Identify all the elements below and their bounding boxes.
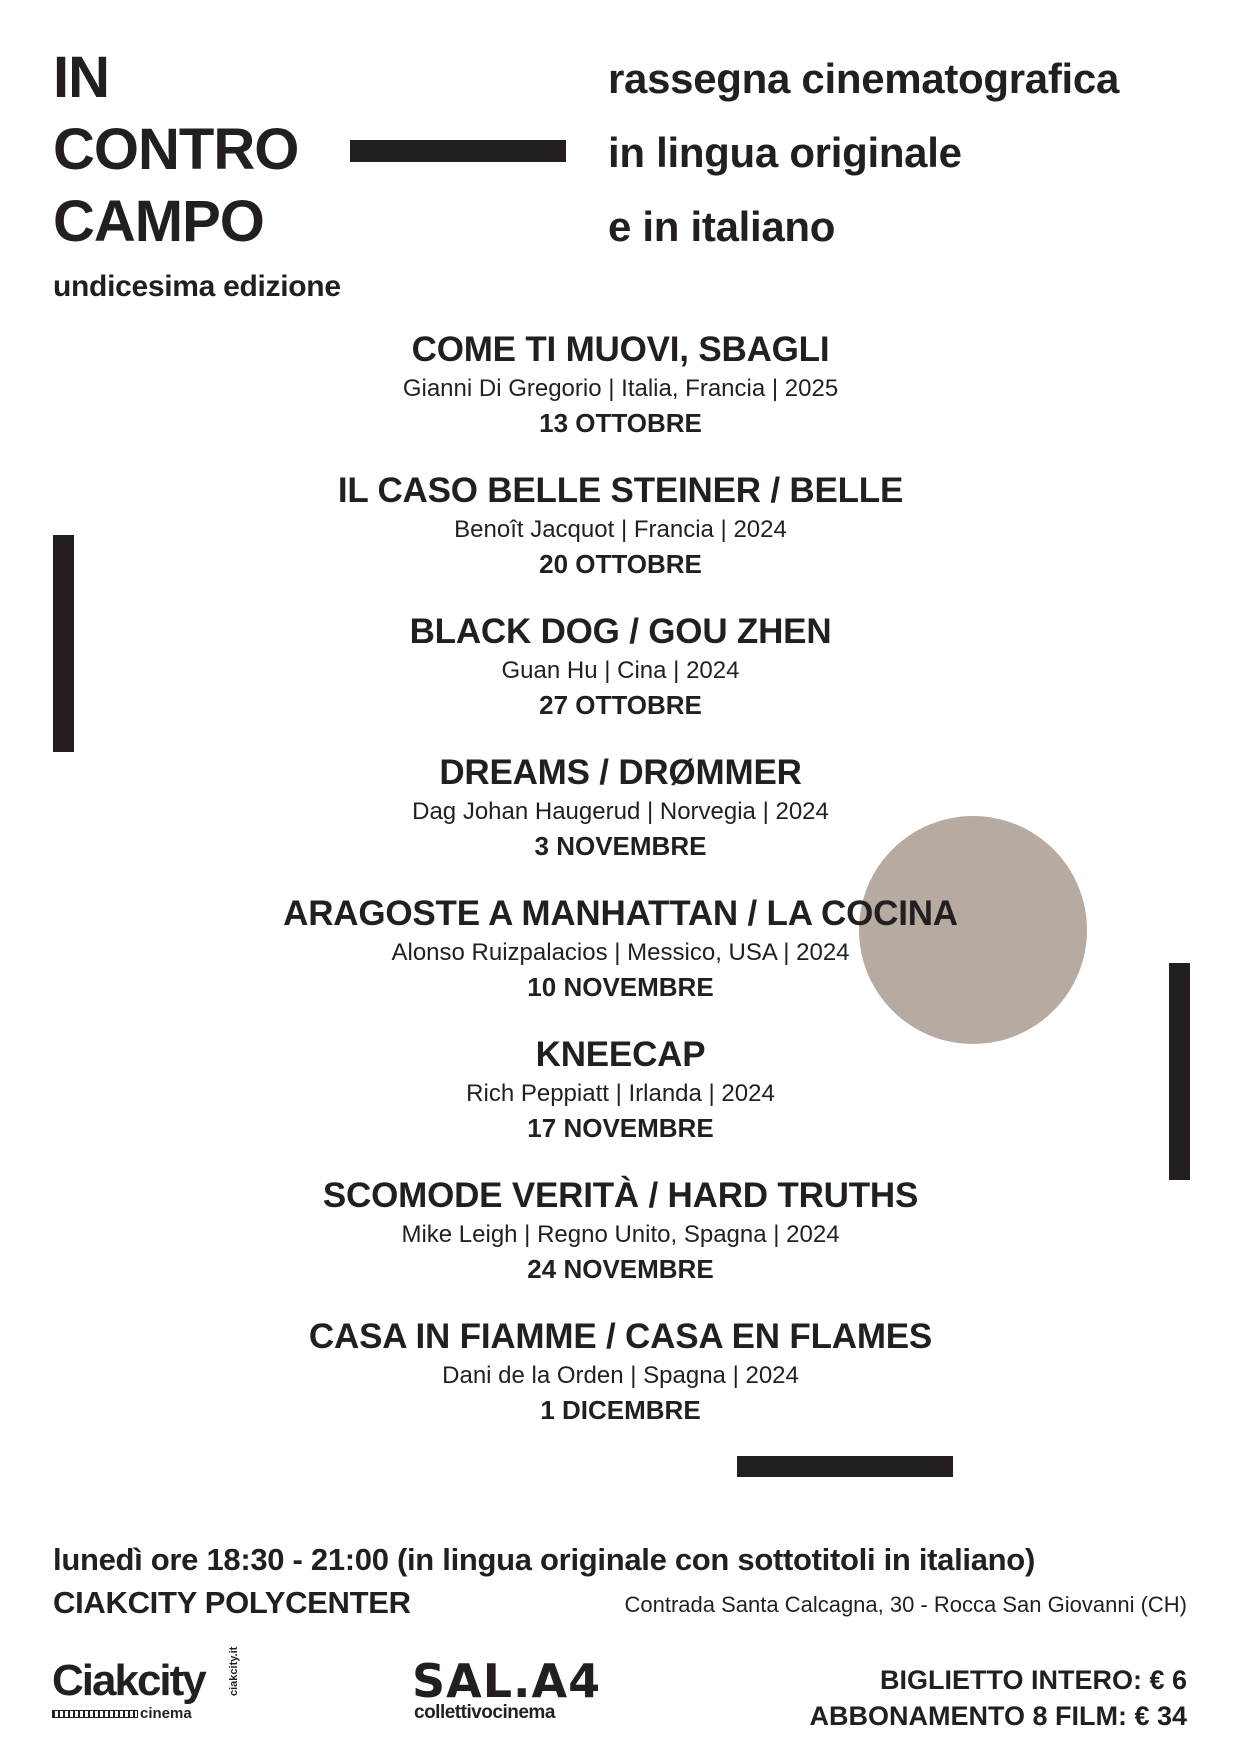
film-item: [0, 469, 1241, 610]
subtitle: [608, 42, 1119, 264]
event-title: [53, 42, 298, 258]
subtitle-line-1: rassegna cinematografica: [608, 55, 1120, 102]
ciakcity-logo-url: ciakcity.it: [228, 1646, 240, 1696]
price-subscription: ABBONAMENTO 8 FILM: € 34: [809, 1701, 1187, 1731]
film-title: ARAGOSTE A MANHATTAN / LA COCINA: [283, 894, 958, 933]
film-date: 20 OTTOBRE: [539, 549, 702, 579]
sala-a4-logo: [412, 1654, 632, 1724]
film-meta: Gianni Di Gregorio | Italia, Francia | 2025: [402, 375, 839, 402]
venue-address: Contrada Santa Calcagna, 30 - Rocca San Giovanni (CH): [624, 1592, 1187, 1617]
title-line-3: CAMPO: [53, 189, 264, 254]
film-meta: Guan Hu | Cina | 2024: [501, 657, 740, 684]
film-item: [0, 1315, 1241, 1456]
film-meta: Mike Leigh | Regno Unito, Spagna | 2024: [401, 1221, 840, 1248]
film-list: [0, 328, 1241, 1456]
edition-label: undicesima edizione: [53, 270, 341, 303]
price-list: [809, 1662, 1187, 1734]
film-title: SCOMODE VERITÀ / HARD TRUTHS: [322, 1176, 919, 1215]
film-date: 17 NOVEMBRE: [527, 1113, 714, 1143]
ciakcity-logo-sub: cinema: [140, 1705, 192, 1722]
title-line-1: IN: [53, 45, 109, 110]
film-title: KNEECAP: [535, 1035, 706, 1074]
film-item: [0, 1033, 1241, 1174]
subtitle-line-2: in lingua originale: [608, 129, 962, 176]
film-date: 13 OTTOBRE: [539, 408, 702, 438]
film-meta: Alonso Ruizpalacios | Messico, USA | 2024: [391, 939, 850, 966]
film-date: 10 NOVEMBRE: [527, 972, 714, 1002]
decorative-bar-horizontal: [350, 140, 566, 162]
film-date: 27 OTTOBRE: [539, 690, 702, 720]
film-date: 3 NOVEMBRE: [534, 831, 707, 861]
film-meta: Benoît Jacquot | Francia | 2024: [454, 516, 787, 543]
film-item: [0, 751, 1241, 892]
decorative-bar-bottom: [737, 1456, 953, 1477]
price-single-ticket: BIGLIETTO INTERO: € 6: [879, 1665, 1187, 1695]
film-meta: Rich Peppiatt | Irlanda | 2024: [466, 1080, 775, 1107]
sala-logo-sub: collettivocinema: [414, 1702, 555, 1723]
film-strip-icon: [52, 1710, 138, 1718]
film-title: CASA IN FIAMME / CASA EN FLAMES: [308, 1317, 933, 1356]
subtitle-line-3: e in italiano: [608, 203, 836, 250]
film-item: [0, 1174, 1241, 1315]
film-meta: Dani de la Orden | Spagna | 2024: [442, 1362, 799, 1389]
venue-name: CIAKCITY POLYCENTER: [53, 1585, 411, 1620]
film-meta: Dag Johan Haugerud | Norvegia | 2024: [412, 798, 829, 825]
schedule-text: lunedì ore 18:30 - 21:00 (in lingua originale con sottotitoli in italiano): [53, 1542, 1035, 1577]
film-date: 1 DICEMBRE: [540, 1395, 701, 1425]
film-item: [0, 892, 1241, 1033]
film-item: [0, 328, 1241, 469]
ciakcity-logo: [52, 1646, 252, 1724]
film-item: [0, 610, 1241, 751]
film-title: COME TI MUOVI, SBAGLI: [411, 330, 830, 369]
film-title: IL CASO BELLE STEINER / BELLE: [337, 471, 904, 510]
film-date: 24 NOVEMBRE: [527, 1254, 714, 1284]
sala-logo-word: SAL.A4: [412, 1654, 602, 1708]
film-title: BLACK DOG / GOU ZHEN: [409, 612, 832, 651]
film-title: DREAMS / DRØMMER: [439, 753, 802, 792]
ciakcity-logo-word: Ciakcity: [52, 1656, 205, 1705]
title-line-2: CONTRO: [53, 117, 299, 182]
